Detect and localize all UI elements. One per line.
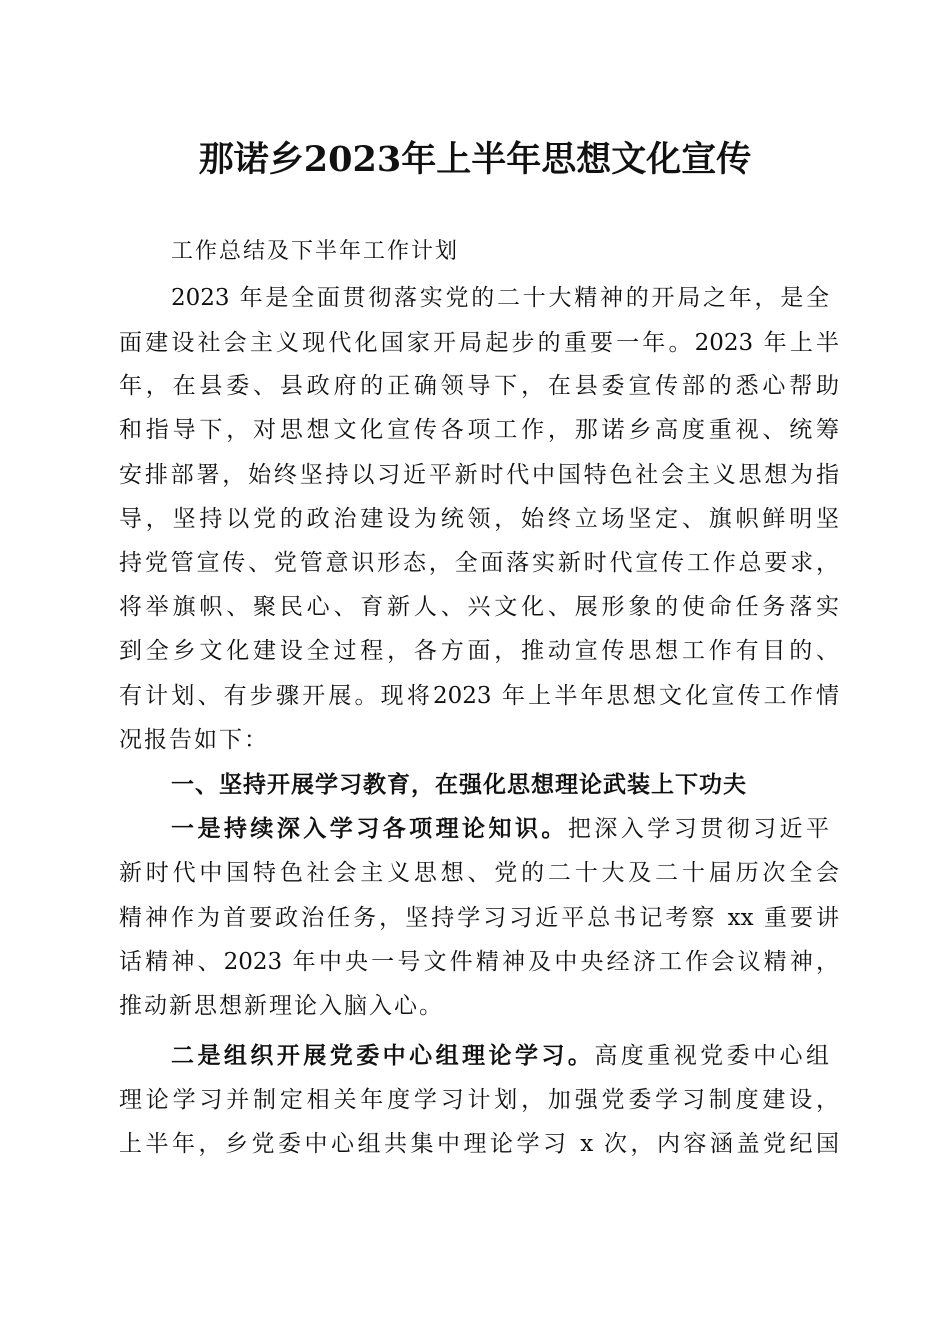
item-text: 高度重视党委中心组: [594, 1043, 830, 1069]
paragraph-line: 况报告如下：: [119, 727, 269, 753]
item-text: 把深入学习贯彻习近平: [567, 816, 830, 842]
document-subtitle: 工作总结及下半年工作计划: [171, 239, 460, 264]
paragraph-line: 理论学习并制定相关年度学习计划，加强党委学习制度建设，: [119, 1087, 839, 1113]
document-title: 那诺乡2023年上半年思想文化宣传: [198, 139, 752, 180]
paragraph-line: 将举旗帜、聚民心、育新人、兴文化、展形象的使命任务落实: [119, 594, 839, 620]
paragraph-line: 导，坚持以党的政治建设为统领，始终立场坚定、旗帜鲜明坚: [119, 506, 839, 532]
section-heading: 一、坚持开展学习教育，在强化思想理论武装上下功夫: [171, 772, 747, 798]
paragraph-line: 面建设社会主义现代化国家开局起步的重要一年。2023 年上半: [119, 330, 839, 356]
paragraph-line: 和指导下，对思想文化宣传各项工作，那诺乡高度重视、统筹: [119, 417, 839, 443]
paragraph-line: 推动新思想新理论入脑入心。: [119, 993, 444, 1019]
item-lead: 二是组织开展党委中心组理论学习。: [171, 1042, 595, 1069]
item-lead: 一是持续深入学习各项理论知识。: [171, 815, 568, 842]
paragraph-line: 安排部署，始终坚持以习近平新时代中国特色社会主义思想为指: [119, 462, 839, 488]
paragraph-line: 年，在县委、县政府的正确领导下，在县委宣传部的悉心帮助: [119, 373, 839, 399]
paragraph-line: 上半年，乡党委中心组共集中理论学习 x 次，内容涵盖党纪国: [119, 1131, 839, 1157]
paragraph-line: [171, 1039, 829, 1073]
paragraph-line: [171, 812, 829, 846]
paragraph-line: 话精神、2023 年中央一号文件精神及中央经济工作会议精神，: [119, 949, 839, 975]
paragraph-line: 精神作为首要政治任务，坚持学习习近平总书记考察 xx 重要讲: [119, 905, 839, 931]
paragraph-line: 持党管宣传、党管意识形态，全面落实新时代宣传工作总要求，: [119, 550, 839, 576]
paragraph-line: 新时代中国特色社会主义思想、党的二十大及二十届历次全会: [119, 860, 839, 886]
paragraph-line: 有计划、有步骤开展。现将2023 年上半年思想文化宣传工作情: [119, 683, 839, 709]
paragraph-line: 到全乡文化建设全过程，各方面，推动宣传思想工作有目的、: [119, 638, 839, 664]
paragraph-line: 2023 年是全面贯彻落实党的二十大精神的开局之年，是全: [171, 285, 829, 311]
